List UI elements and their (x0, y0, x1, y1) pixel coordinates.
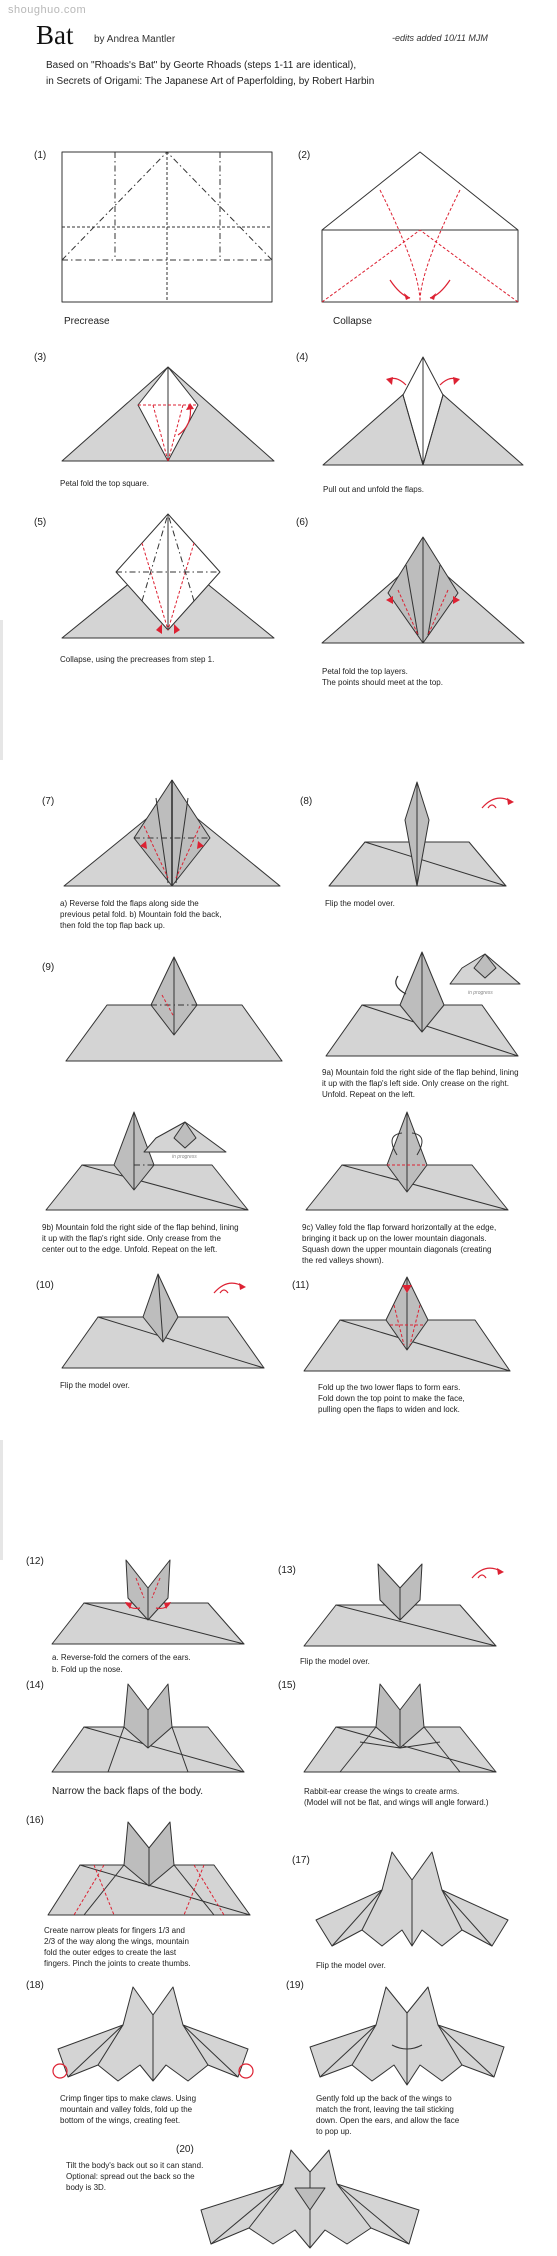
step-number: (13) (278, 1565, 296, 1576)
step-13-diagram (300, 1560, 500, 1650)
step-5-caption: Collapse, using the precreases from step 1. (60, 655, 215, 664)
credit-line-2: in Secrets of Origami: The Japanese Art of Paperfolding, by Robert Harbin (46, 76, 375, 87)
step-9a-inset-diagram (448, 948, 523, 988)
author-byline: by Andrea Mantler (94, 34, 176, 45)
step-11-caption-3: pulling open the flaps to widen and lock. (318, 1405, 460, 1414)
step-9c-caption-2: bringing it back up on the lower mountain diagonals. (302, 1234, 487, 1243)
step-2-diagram (320, 150, 520, 305)
step-18-caption-2: mountain and valley folds, fold up the (60, 2105, 193, 2114)
step-13-caption: Flip the model over. (300, 1657, 370, 1666)
step-number: (7) (42, 796, 55, 807)
step-9b-caption-3: center out to the edge. Unfold. Repeat on the left. (42, 1245, 218, 1254)
step-19-caption-1: Gently fold up the back of the wings to (316, 2094, 452, 2103)
step-3-diagram (58, 365, 278, 465)
step-8-diagram (325, 780, 510, 890)
step-20-caption-3: body is 3D. (66, 2183, 107, 2192)
step-9c-diagram (302, 1110, 512, 1215)
step-18-caption-3: bottom of the wings, creating feet. (60, 2116, 181, 2125)
step-9c-caption-3: Squash down the upper mountain diagonals (creating (302, 1245, 492, 1254)
step-17-caption: Flip the model over. (316, 1961, 386, 1970)
step-18-caption-1: Crimp finger tips to make claws. Using (60, 2094, 197, 2103)
step-7-caption-1: a) Reverse fold the flaps along side the (60, 899, 199, 908)
step-11-caption-2: Fold down the top point to make the face, (318, 1394, 465, 1403)
step-11-caption-1: Fold up the two lower flaps to form ears. (318, 1383, 461, 1392)
step-number: (16) (26, 1815, 44, 1826)
step-9a-caption-3: Unfold. Repeat on the left. (322, 1090, 415, 1099)
step-19-caption-4: to pop up. (316, 2127, 352, 2136)
scan-edge (0, 1440, 3, 1560)
step-number: (14) (26, 1680, 44, 1691)
step-19-caption-3: down. Open the ears, and allow the face (316, 2116, 460, 2125)
step-number: (5) (34, 517, 47, 528)
step-7-diagram (60, 778, 285, 890)
step-7-caption-3: then fold the top flap back up. (60, 921, 165, 930)
step-number: (3) (34, 352, 47, 363)
step-20-caption-1: Tilt the body's back out so it can stand. (66, 2161, 204, 2170)
scan-edge (0, 620, 3, 760)
step-number: (8) (300, 796, 313, 807)
step-19-diagram (302, 1985, 512, 2085)
step-number: (10) (36, 1280, 54, 1291)
step-5-diagram (58, 512, 278, 642)
step-20-caption-2: Optional: spread out the back so the (66, 2172, 195, 2181)
step-number: (2) (298, 150, 311, 161)
step-9a-caption-2: it up with the flap's left side. Only crease on the right. (322, 1079, 509, 1088)
step-19-caption-2: match the front, leaving the tail sticking (316, 2105, 454, 2114)
step-12-caption-1: a. Reverse-fold the corners of the ears. (52, 1653, 191, 1662)
step-9c-caption-1: 9c) Valley fold the flap forward horizontally at the edge, (302, 1223, 497, 1232)
page-title: Bat (36, 20, 74, 50)
credit-line-1: Based on "Rhoads's Bat" by Georte Rhoads (steps 1-11 are identical), (46, 60, 357, 71)
step-10-diagram (58, 1272, 268, 1372)
in-progress-label: in progress (468, 990, 493, 996)
step-8-caption: Flip the model over. (325, 899, 395, 908)
step-number: (18) (26, 1980, 44, 1991)
step-9b-inset-diagram (140, 1118, 230, 1156)
step-number: (11) (292, 1280, 310, 1291)
step-16-caption-1: Create narrow pleats for fingers 1/3 and (44, 1926, 185, 1935)
step-11-diagram (300, 1275, 515, 1375)
step-17-diagram (312, 1850, 512, 1950)
step-3-caption: Petal fold the top square. (60, 479, 149, 488)
step-20-diagram (195, 2148, 425, 2250)
step-1-diagram (60, 150, 275, 305)
step-4-diagram (318, 355, 528, 470)
step-15-caption-1: Rabbit-ear crease the wings to create arms. (304, 1787, 460, 1796)
step-number: (19) (286, 1980, 304, 1991)
step-number: (4) (296, 352, 309, 363)
step-9b-caption-1: 9b) Mountain fold the right side of the flap behind, lining (42, 1223, 239, 1232)
step-number: (12) (26, 1556, 44, 1567)
step-7-caption-2: previous petal fold. b) Mountain fold the back, (60, 910, 222, 919)
step-14-diagram (48, 1682, 248, 1777)
step-9c-caption-4: the red valleys shown). (302, 1256, 384, 1265)
step-number: (20) (176, 2144, 194, 2155)
step-number: (9) (42, 962, 55, 973)
step-number: (1) (34, 150, 47, 161)
step-2-caption: Collapse (333, 316, 372, 327)
step-18-diagram (48, 1985, 258, 2085)
edit-note: -edits added 10/11 MJM (392, 33, 488, 43)
step-15-diagram (300, 1682, 500, 1777)
step-16-diagram (44, 1820, 254, 1920)
step-15-caption-2: (Model will not be flat, and wings will angle forward.) (304, 1798, 489, 1807)
step-10-caption: Flip the model over. (60, 1381, 130, 1390)
step-1-caption: Precrease (64, 316, 110, 327)
step-6-caption-1: Petal fold the top layers. (322, 667, 408, 676)
step-16-caption-4: fingers. Pinch the joints to create thumbs. (44, 1959, 191, 1968)
step-number: (17) (292, 1855, 310, 1866)
in-progress-label: in progress (172, 1154, 197, 1160)
step-6-caption-2: The points should meet at the top. (322, 678, 443, 687)
step-9b-caption-2: it up with the flap's right side. Only crease from the (42, 1234, 221, 1243)
watermark: shoughuo.com (8, 4, 87, 16)
step-9-diagram (62, 955, 287, 1065)
step-9a-caption-1: 9a) Mountain fold the right side of the flap behind, lining (322, 1068, 519, 1077)
step-14-caption: Narrow the back flaps of the body. (52, 1786, 204, 1797)
step-16-caption-3: fold the outer edges to create the last (44, 1948, 177, 1957)
step-12-caption-2: b. Fold up the nose. (52, 1665, 123, 1674)
step-4-caption: Pull out and unfold the flaps. (323, 485, 424, 494)
step-16-caption-2: 2/3 of the way along the wings, mountain (44, 1937, 189, 1946)
step-6-diagram (318, 535, 528, 647)
step-12-diagram (48, 1558, 248, 1648)
step-number: (15) (278, 1680, 296, 1691)
step-number: (6) (296, 517, 309, 528)
